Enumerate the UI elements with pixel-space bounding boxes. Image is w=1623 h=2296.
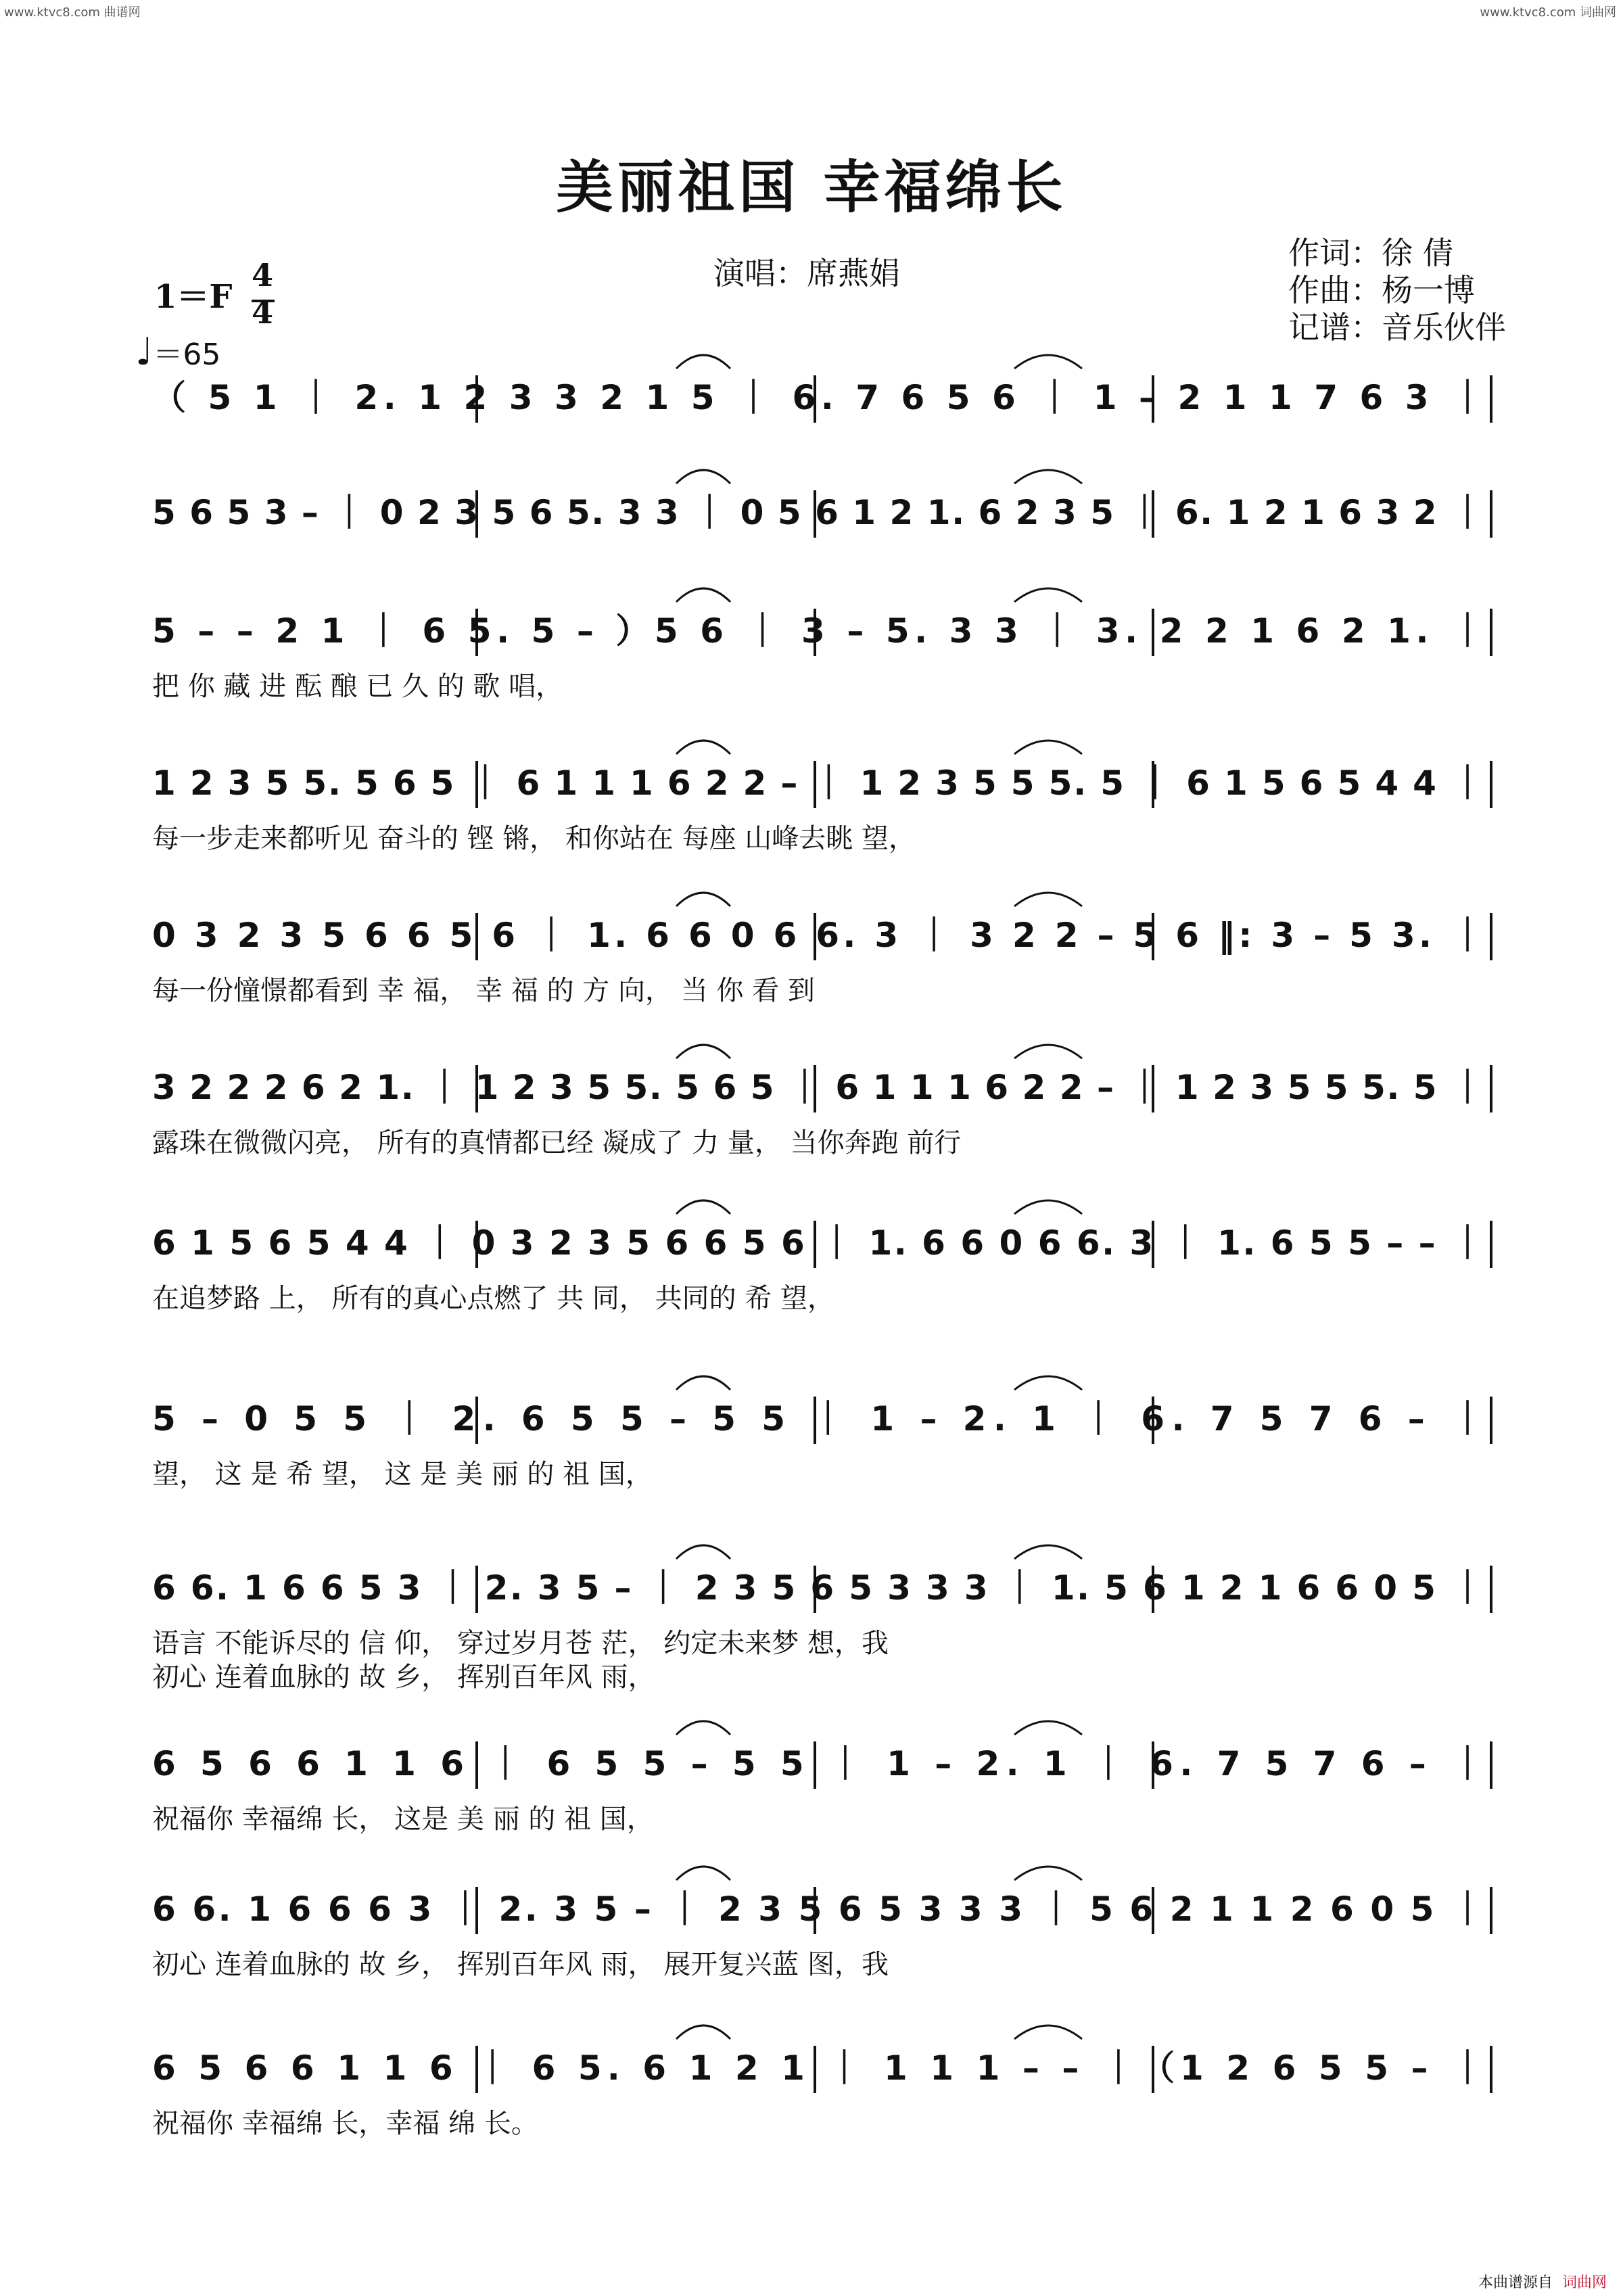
slur xyxy=(676,470,730,484)
slur xyxy=(676,1376,730,1390)
lyric-line: 祝福你 幸福绵 长，幸福 绵 长。 xyxy=(152,2108,538,2139)
slur xyxy=(1014,1045,1082,1058)
notation-row: 5 – – 2 1 ｜ 6 5. 5 – ）5 6 ｜ 3 – 5. 3 3 ｜ 3. 2 2 1 6 2 1. ｜ xyxy=(152,611,1484,651)
footer-source-label: 本曲谱源自 xyxy=(1478,2274,1553,2291)
slur xyxy=(676,893,730,906)
lyric-line: 每一份憧憬都看到 幸 福， 幸 福 的 方 向， 当 你 看 到 xyxy=(152,975,815,1006)
notation-row: 6 5 6 6 1 1 6 ｜ 6 5. 6 1 2 1 ｜ 1 1 1 – – ｜（1 2 6 5 5 – ｜ xyxy=(152,2048,1484,2088)
slur xyxy=(1014,1545,1082,1559)
key-signature: 1＝F xyxy=(154,278,233,316)
transcriber-credit: 记谱：音乐伙伴 xyxy=(1288,309,1506,346)
quarter-note-icon: ♩ xyxy=(135,330,154,374)
footer-site-name: 词曲网 xyxy=(1561,2274,1607,2291)
slur xyxy=(1014,2025,1082,2039)
lyric-line: 把 你 藏 进 酝 酿 已 久 的 歌 唱， xyxy=(152,671,563,702)
lyric-line: 初心 连着血脉的 故 乡， 挥别百年风 雨， xyxy=(152,1662,655,1693)
slur xyxy=(1014,893,1082,906)
slur xyxy=(1014,588,1082,602)
time-signature-bottom: 4 xyxy=(252,294,274,331)
slur xyxy=(676,355,730,369)
slur xyxy=(676,1545,730,1559)
notation-row: 6 6. 1 6 6 5 3 ｜ 2. 3 5 – ｜ 2 3 5 6 5 3 3 3 ｜ 1. 5 6 1 2 1 6 6 0 5 ｜ xyxy=(152,1568,1484,1608)
slur xyxy=(1014,1376,1082,1390)
slur xyxy=(676,2025,730,2039)
lyric-line: 语言 不能诉尽的 信 仰， 穿过岁月苍 茫， 约定未来梦 想，我 xyxy=(152,1628,889,1659)
lyric-line: 每一步走来都听见 奋斗的 铿 锵， 和你站在 每座 山峰去眺 望， xyxy=(152,823,916,854)
slur xyxy=(1014,1867,1082,1880)
header-source-right: www.ktvc8.com 词曲网 xyxy=(1480,5,1616,20)
footer-source xyxy=(1478,2271,1607,2292)
song-title: 美丽祖国 幸福绵长 xyxy=(556,154,1067,220)
notation-row: 6 1 5 6 5 4 4 ｜ 0 3 2 3 5 6 6 5 6 ｜ 1. 6 6 0 6 6. 3 ｜ 1. 6 5 5 – – ｜ xyxy=(152,1223,1484,1263)
notation-row: 6 6. 1 6 6 6 3 ｜ 2. 3 5 – ｜ 2 3 5 6 5 3 3 3 ｜ 5 6 2 1 1 2 6 0 5 ｜ xyxy=(152,1890,1484,1929)
notation-row: 0 3 2 3 5 6 6 5 6 ｜ 1. 6 6 0 6 6. 3 ｜ 3 2 2 – 5 6 ‖: 3 – 5 3. ｜ xyxy=(152,916,1484,955)
lyric-line: 露珠在微微闪亮， 所有的真情都已经 凝成了 力 量， 当你奔跑 前行 xyxy=(152,1127,962,1158)
slur xyxy=(676,741,730,754)
lyric-line: 在追梦路 上， 所有的真心点燃了 共 同， 共同的 希 望， xyxy=(152,1283,835,1314)
lyricist-credit: 作词：徐 倩 xyxy=(1288,235,1454,271)
slur xyxy=(1014,1200,1082,1214)
slur xyxy=(1014,741,1082,754)
lyric-line: 初心 连着血脉的 故 乡， 挥别百年风 雨， 展开复兴蓝 图，我 xyxy=(152,1949,889,1980)
slur xyxy=(676,1721,730,1735)
slur xyxy=(676,588,730,602)
lyric-line: 望， 这 是 希 望， 这 是 美 丽 的 祖 国， xyxy=(152,1459,653,1490)
slur xyxy=(676,1045,730,1058)
slur xyxy=(1014,470,1082,484)
time-signature-top: 4 xyxy=(252,257,274,294)
header-source-left: www.ktvc8.com 曲谱网 xyxy=(4,5,141,20)
slur xyxy=(1014,1721,1082,1735)
slur xyxy=(676,1200,730,1214)
slur xyxy=(676,1867,730,1880)
notation-row: 5 6 5 3 – ｜ 0 2 3 5 6 5. 3 3 ｜ 0 5 6 1 2 1. 6 2 3 5 ｜ 6. 1 2 1 6 3 2 ｜ xyxy=(152,493,1484,532)
singer-credit: 演唱：席燕娟 xyxy=(713,255,900,291)
lyric-line: 祝福你 幸福绵 长， 这是 美 丽 的 祖 国， xyxy=(152,1804,654,1835)
notation-row: 1 2 3 5 5. 5 6 5 ｜ 6 1 1 1 6 2 2 – ｜ 1 2 3 5 5 5. 5 ｜ 6 1 5 6 5 4 4 ｜ xyxy=(152,764,1484,803)
notation-row: （ 5 1 ｜ 2. 1 2 3 3 2 1 5 ｜ 6. 7 6 5 6 ｜ 1 – 2 1 1 7 6 3 ｜ xyxy=(152,378,1484,417)
composer-credit: 作曲：杨一博 xyxy=(1288,272,1475,308)
notation-row: 5 – 0 5 5 ｜ 2. 6 5 5 – 5 5 ｜ 1 – 2. 1 ｜ 6. 7 5 7 6 – ｜ xyxy=(152,1399,1484,1438)
notation-row: 6 5 6 6 1 1 6 ｜ 6 5 5 – 5 5 ｜ 1 – 2. 1 ｜ 6. 7 5 7 6 – ｜ xyxy=(152,1744,1485,1783)
notation-row: 3 2 2 2 6 2 1. ｜ 1 2 3 5 5. 5 6 5 ｜ 6 1 1 1 6 2 2 – ｜ 1 2 3 5 5 5. 5 ｜ xyxy=(152,1068,1484,1107)
tempo-value: ＝65 xyxy=(153,337,221,372)
slur xyxy=(1014,355,1082,369)
